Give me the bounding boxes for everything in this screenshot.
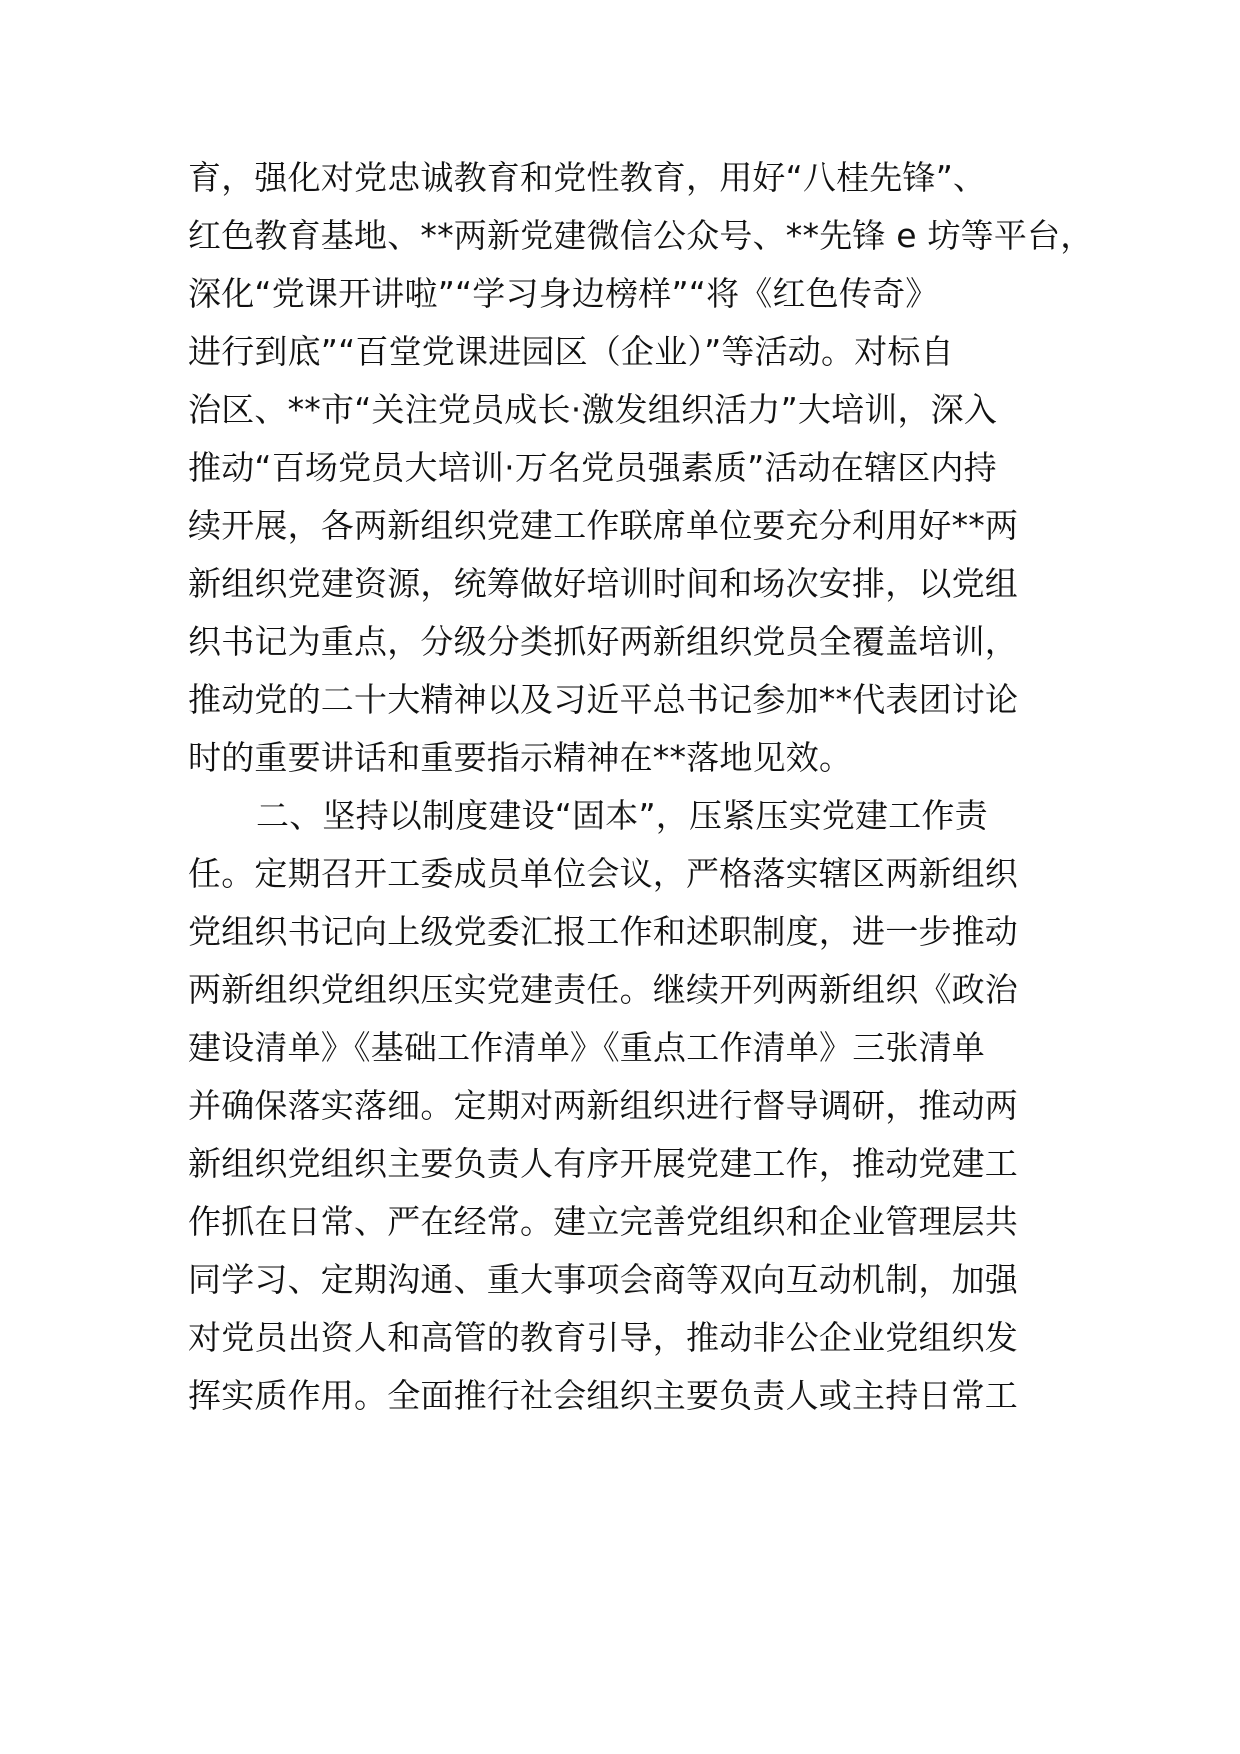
paragraph-2-line-8: 作抓在日常、严在经常。建立完善党组织和企业管理层共 — [188, 1202, 1018, 1241]
paragraph-1-line-9: 织书记为重点，分级分类抓好两新组织党员全覆盖培训， — [188, 622, 1018, 661]
paragraph-2-line-4: 两新组织党组织压实党建责任。继续开列两新组织《政治 — [188, 970, 1018, 1009]
paragraph-1-line-6: 推动“百场党员大培训·万名党员强素质”活动在辖区内持 — [188, 448, 997, 487]
paragraph-1-line-8: 新组织党建资源，统筹做好培训时间和场次安排，以党组 — [188, 564, 1018, 603]
paragraph-2-line-3: 党组织书记向上级党委汇报工作和述职制度，进一步推动 — [188, 912, 1018, 951]
paragraph-2-line-11: 挥实质作用。全面推行社会组织主要负责人或主持日常工 — [188, 1376, 1018, 1415]
paragraph-2-line-2: 任。定期召开工委成员单位会议，严格落实辖区两新组织 — [188, 854, 1018, 893]
paragraph-1-line-2: 红色教育基地、**两新党建微信公众号、**先锋 e 坊等平台， — [188, 216, 1094, 255]
paragraph-1-line-3: 深化“党课开讲啦”“学习身边榜样”“将《红色传奇》 — [188, 274, 939, 313]
paragraph-1-line-7: 续开展，各两新组织党建工作联席单位要充分利用好**两 — [188, 506, 1019, 545]
paragraph-1-line-4: 进行到底”“百堂党课进园区（企业）”等活动。对标自 — [188, 332, 954, 371]
paragraph-2-line-7: 新组织党组织主要负责人有序开展党建工作，推动党建工 — [188, 1144, 1018, 1183]
paragraph-2-line-9: 同学习、定期沟通、重大事项会商等双向互动机制，加强 — [188, 1260, 1018, 1299]
paragraph-1-line-5: 治区、**市“关注党员成长·激发组织活力”大培训，深入 — [188, 390, 998, 429]
paragraph-1-line-1: 育，强化对党忠诚教育和党性教育，用好“八桂先锋”、 — [188, 158, 987, 197]
paragraph-2-line-10: 对党员出资人和高管的教育引导，推动非公企业党组织发 — [188, 1318, 1018, 1357]
paragraph-1-line-11: 时的重要讲话和重要指示精神在**落地见效。 — [188, 738, 853, 777]
paragraph-1-line-10: 推动党的二十大精神以及习近平总书记参加**代表团讨论 — [188, 680, 1019, 719]
paragraph-2-line-1: 二、坚持以制度建设“固本”，压紧压实党建工作责 — [256, 796, 988, 835]
paragraph-2-line-5: 建设清单》《基础工作清单》《重点工作清单》三张清单 — [188, 1028, 985, 1067]
paragraph-2-line-6: 并确保落实落细。定期对两新组织进行督导调研，推动两 — [188, 1086, 1018, 1125]
